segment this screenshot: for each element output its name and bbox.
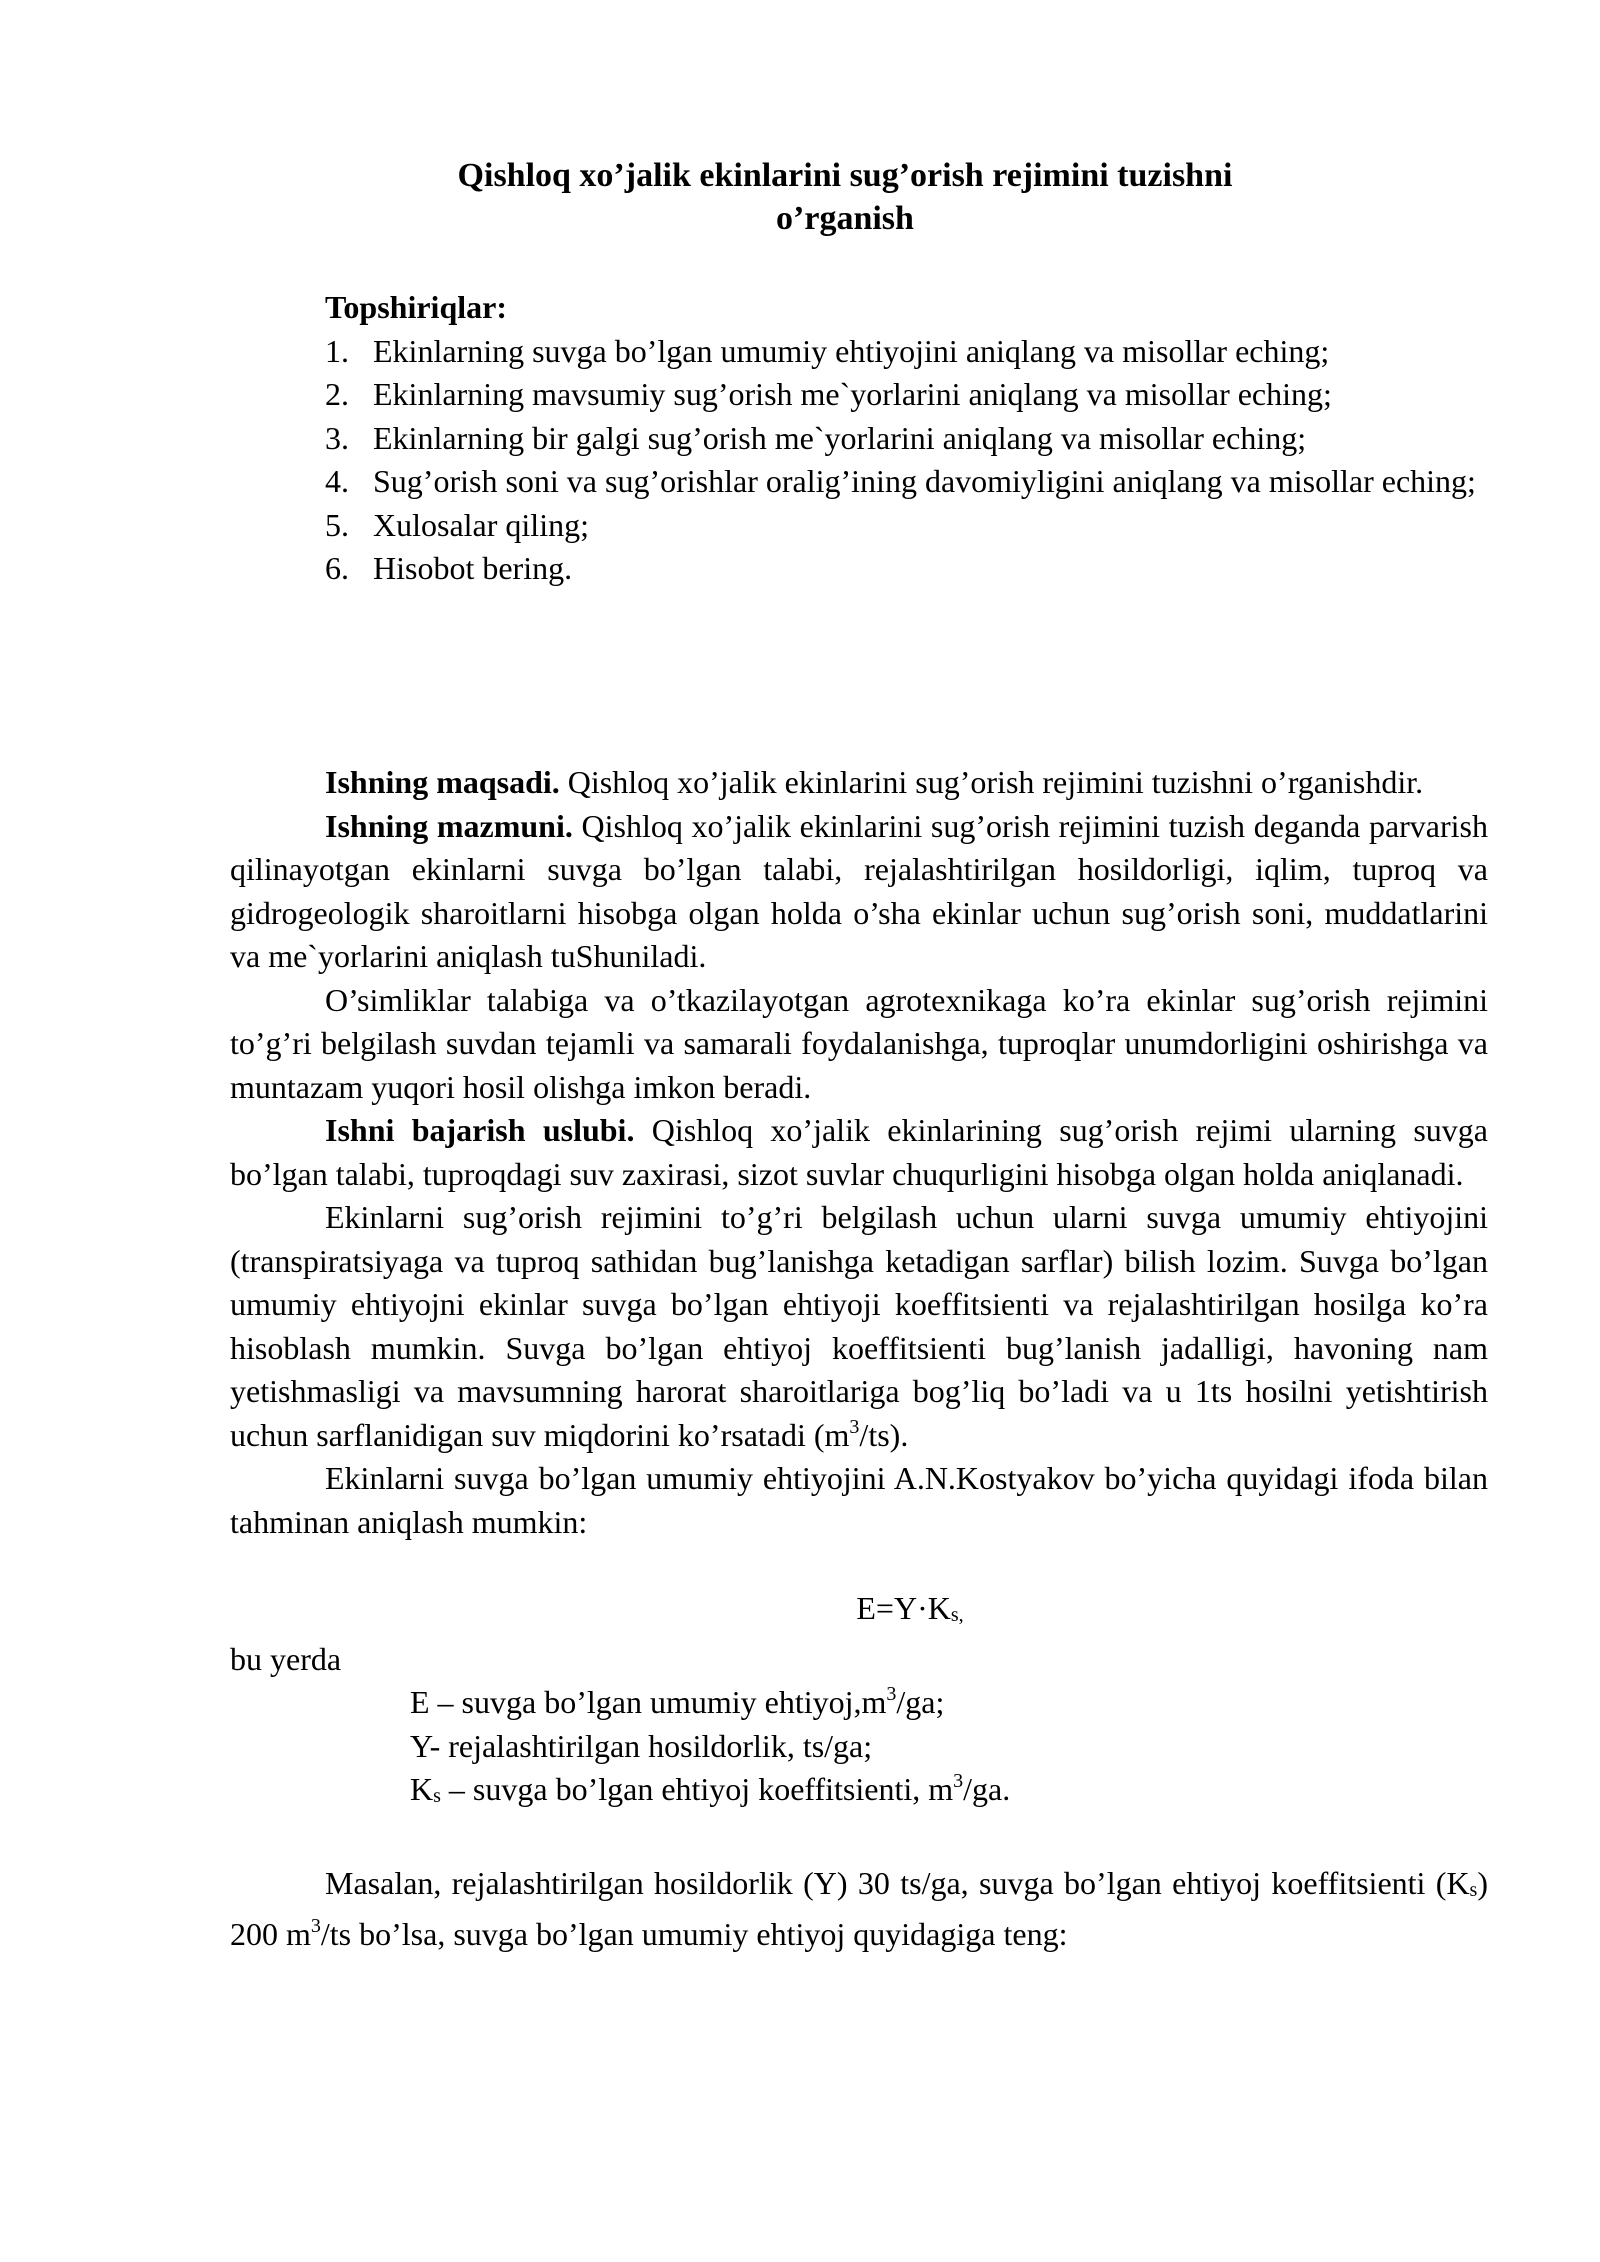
document-body [230, 761, 1488, 1956]
task-text: Sug’orish soni va sug’orishlar oralig’ining davomiyligini aniqlang va misollar eching; [373, 463, 1476, 499]
title-line-2: o’rganish [776, 200, 914, 237]
content-label: Ishning mazmuni. [325, 807, 573, 844]
task-text: Xulosalar qiling; [373, 506, 589, 543]
task-item [325, 460, 1495, 504]
paragraph-water-need [230, 1196, 1488, 1457]
task-item [325, 417, 1495, 461]
water-need-end: /ts). [859, 1416, 909, 1453]
method-text: Qishloq xo’jalik ekinlarining sug’orish rejimi ularning suvga bo’lgan talabi, tuproqdagi suv zaxirasi, sizot suvlar chuqurligini hisobga olgan holda aniqlanadi. [230, 1112, 1489, 1192]
task-text: Ekinlarning suvga bo’lgan umumiy ehtiyojini aniqlang va misollar eching; [373, 332, 1330, 369]
task-item [325, 373, 1495, 417]
task-list-heading: Topshiriqlar: [325, 289, 507, 325]
definition-ks [410, 1768, 1488, 1819]
task-number: 4. [325, 463, 349, 499]
example-text-c: /ts bo’lsa, suvga bo’lgan umumiy ehtiyoj quyidagiga teng: [320, 1915, 1068, 1952]
definition-ks-symbol: K [410, 1771, 434, 1807]
spacer [230, 1819, 1488, 1863]
method-label: Ishni bajarish uslubi. [325, 1112, 635, 1148]
definition-ks-text: – suvga bo’lgan ehtiyoj koeffitsienti, m [440, 1771, 954, 1807]
example-text-b: ) 200 m [230, 1865, 1488, 1952]
task-item [325, 547, 1495, 591]
task-number: 1. [325, 332, 349, 369]
task-list [325, 330, 1495, 591]
subscript: s [433, 1785, 441, 1807]
task-item [325, 504, 1495, 548]
task-text: Ekinlarning mavsumiy sug’orish me`yorlarini aniqlang va misollar eching; [373, 376, 1332, 412]
task-list-section [325, 286, 1495, 591]
example-text-a: Masalan, rejalashtirilgan hosildorlik (Y) 30 ts/ga, suvga bo’lgan ehtiyoj koeffitsienti (K [325, 1865, 1470, 1901]
content-text: Qishloq xo’jalik ekinlarini sug’orish rejimini tuzish deganda parvarish qilinayotgan ekinlarni suvga bo’lgan talabi, rejalashtirilgan hosildorligi, iqlim, tuproq va gidrogeologik sharoitlarni hisobga olgan holda o’sha ekinlar uchun sug’orish soni, muddatlarini va me`yorlarini aniqlash tuShuniladi. [230, 807, 1489, 974]
superscript: 3 [953, 1770, 964, 1792]
superscript: 3 [310, 1914, 321, 1937]
task-text: Ekinlarning bir galgi sug’orish me`yorlarini aniqlang va misollar eching; [373, 419, 1307, 456]
purpose-text: Qishloq xo’jalik ekinlarini sug’orish rejimini tuzishni o’rganishdir. [559, 764, 1424, 800]
superscript: 3 [886, 1683, 897, 1705]
definition-y: Y- rejalashtirilgan hosildorlik, ts/ga; [410, 1727, 873, 1764]
task-number: 6. [325, 550, 349, 586]
task-item [325, 330, 1495, 374]
task-number: 3. [325, 419, 349, 456]
definition-e [410, 1681, 1488, 1725]
title-line-1: Qishloq xo’jalik ekinlarini sug’orish rejimini tuzishni [457, 157, 1233, 194]
page-title [230, 154, 1460, 240]
where-label: bu yerda [230, 1640, 342, 1677]
formula-subscript: s, [950, 1604, 964, 1626]
formula [230, 1587, 1488, 1638]
formula-main: E=Y·K [856, 1590, 951, 1626]
paragraph-kostyakov: Ekinlarni suvga bo’lgan umumiy ehtiyojini A.N.Kostyakov bo’yicha quyidagi ifoda bilan tahminan aniqlash mumkin: [230, 1460, 1488, 1540]
task-text: Hisobot bering. [373, 550, 573, 586]
water-need-text: Ekinlarni sug’orish rejimini to’g’ri belgilash uchun ularni suvga umumiy ehtiyojini (transpiratsiyaga va tuproq sathidan bug’lanishga ketadigan sarflar) bilish lozim. Suvga bo’lgan umumiy ehtiyojni ekinlar suvga bo’lgan ehtiyoji koeffitsienti va rejalashtirilgan hosilga ko’ra hisoblash mumkin. Suvga bo’lgan ehtiyoj koeffitsienti bug’lanish jadalligi, havoning nam yetishmasligi va mavsumning harorat sharoitlariga bog’liq bo’ladi va u 1ts hosilni yetishtirish uchun sarflanidigan suv miqdorini ko’rsatadi (m [230, 1199, 1488, 1453]
superscript: 3 [849, 1415, 860, 1438]
paragraph-example [230, 1862, 1488, 1956]
task-number: 2. [325, 376, 349, 412]
paragraph-content [230, 805, 1488, 979]
definition-ks-end: /ga. [963, 1771, 1011, 1807]
definition-e-text: E – suvga bo’lgan umumiy ehtiyoj,m [410, 1684, 887, 1720]
variable-definitions [230, 1681, 1488, 1819]
paragraph-method [230, 1109, 1488, 1196]
task-number: 5. [325, 506, 349, 543]
subscript: s [1469, 1879, 1478, 1901]
paragraph-plants: O’simliklar talabiga va o’tkazilayotgan agrotexnikaga ko’ra ekinlar sug’orish rejimini to’g’ri belgilash suvdan tejamli va samarali foydalanishga, tuproqlar unumdorligini oshirishga va muntazam yuqori hosil olishga imkon beradi. [230, 981, 1488, 1105]
paragraph-purpose [230, 761, 1488, 805]
definition-e-end: /ga; [896, 1684, 945, 1720]
purpose-label: Ishning maqsadi. [325, 764, 560, 800]
